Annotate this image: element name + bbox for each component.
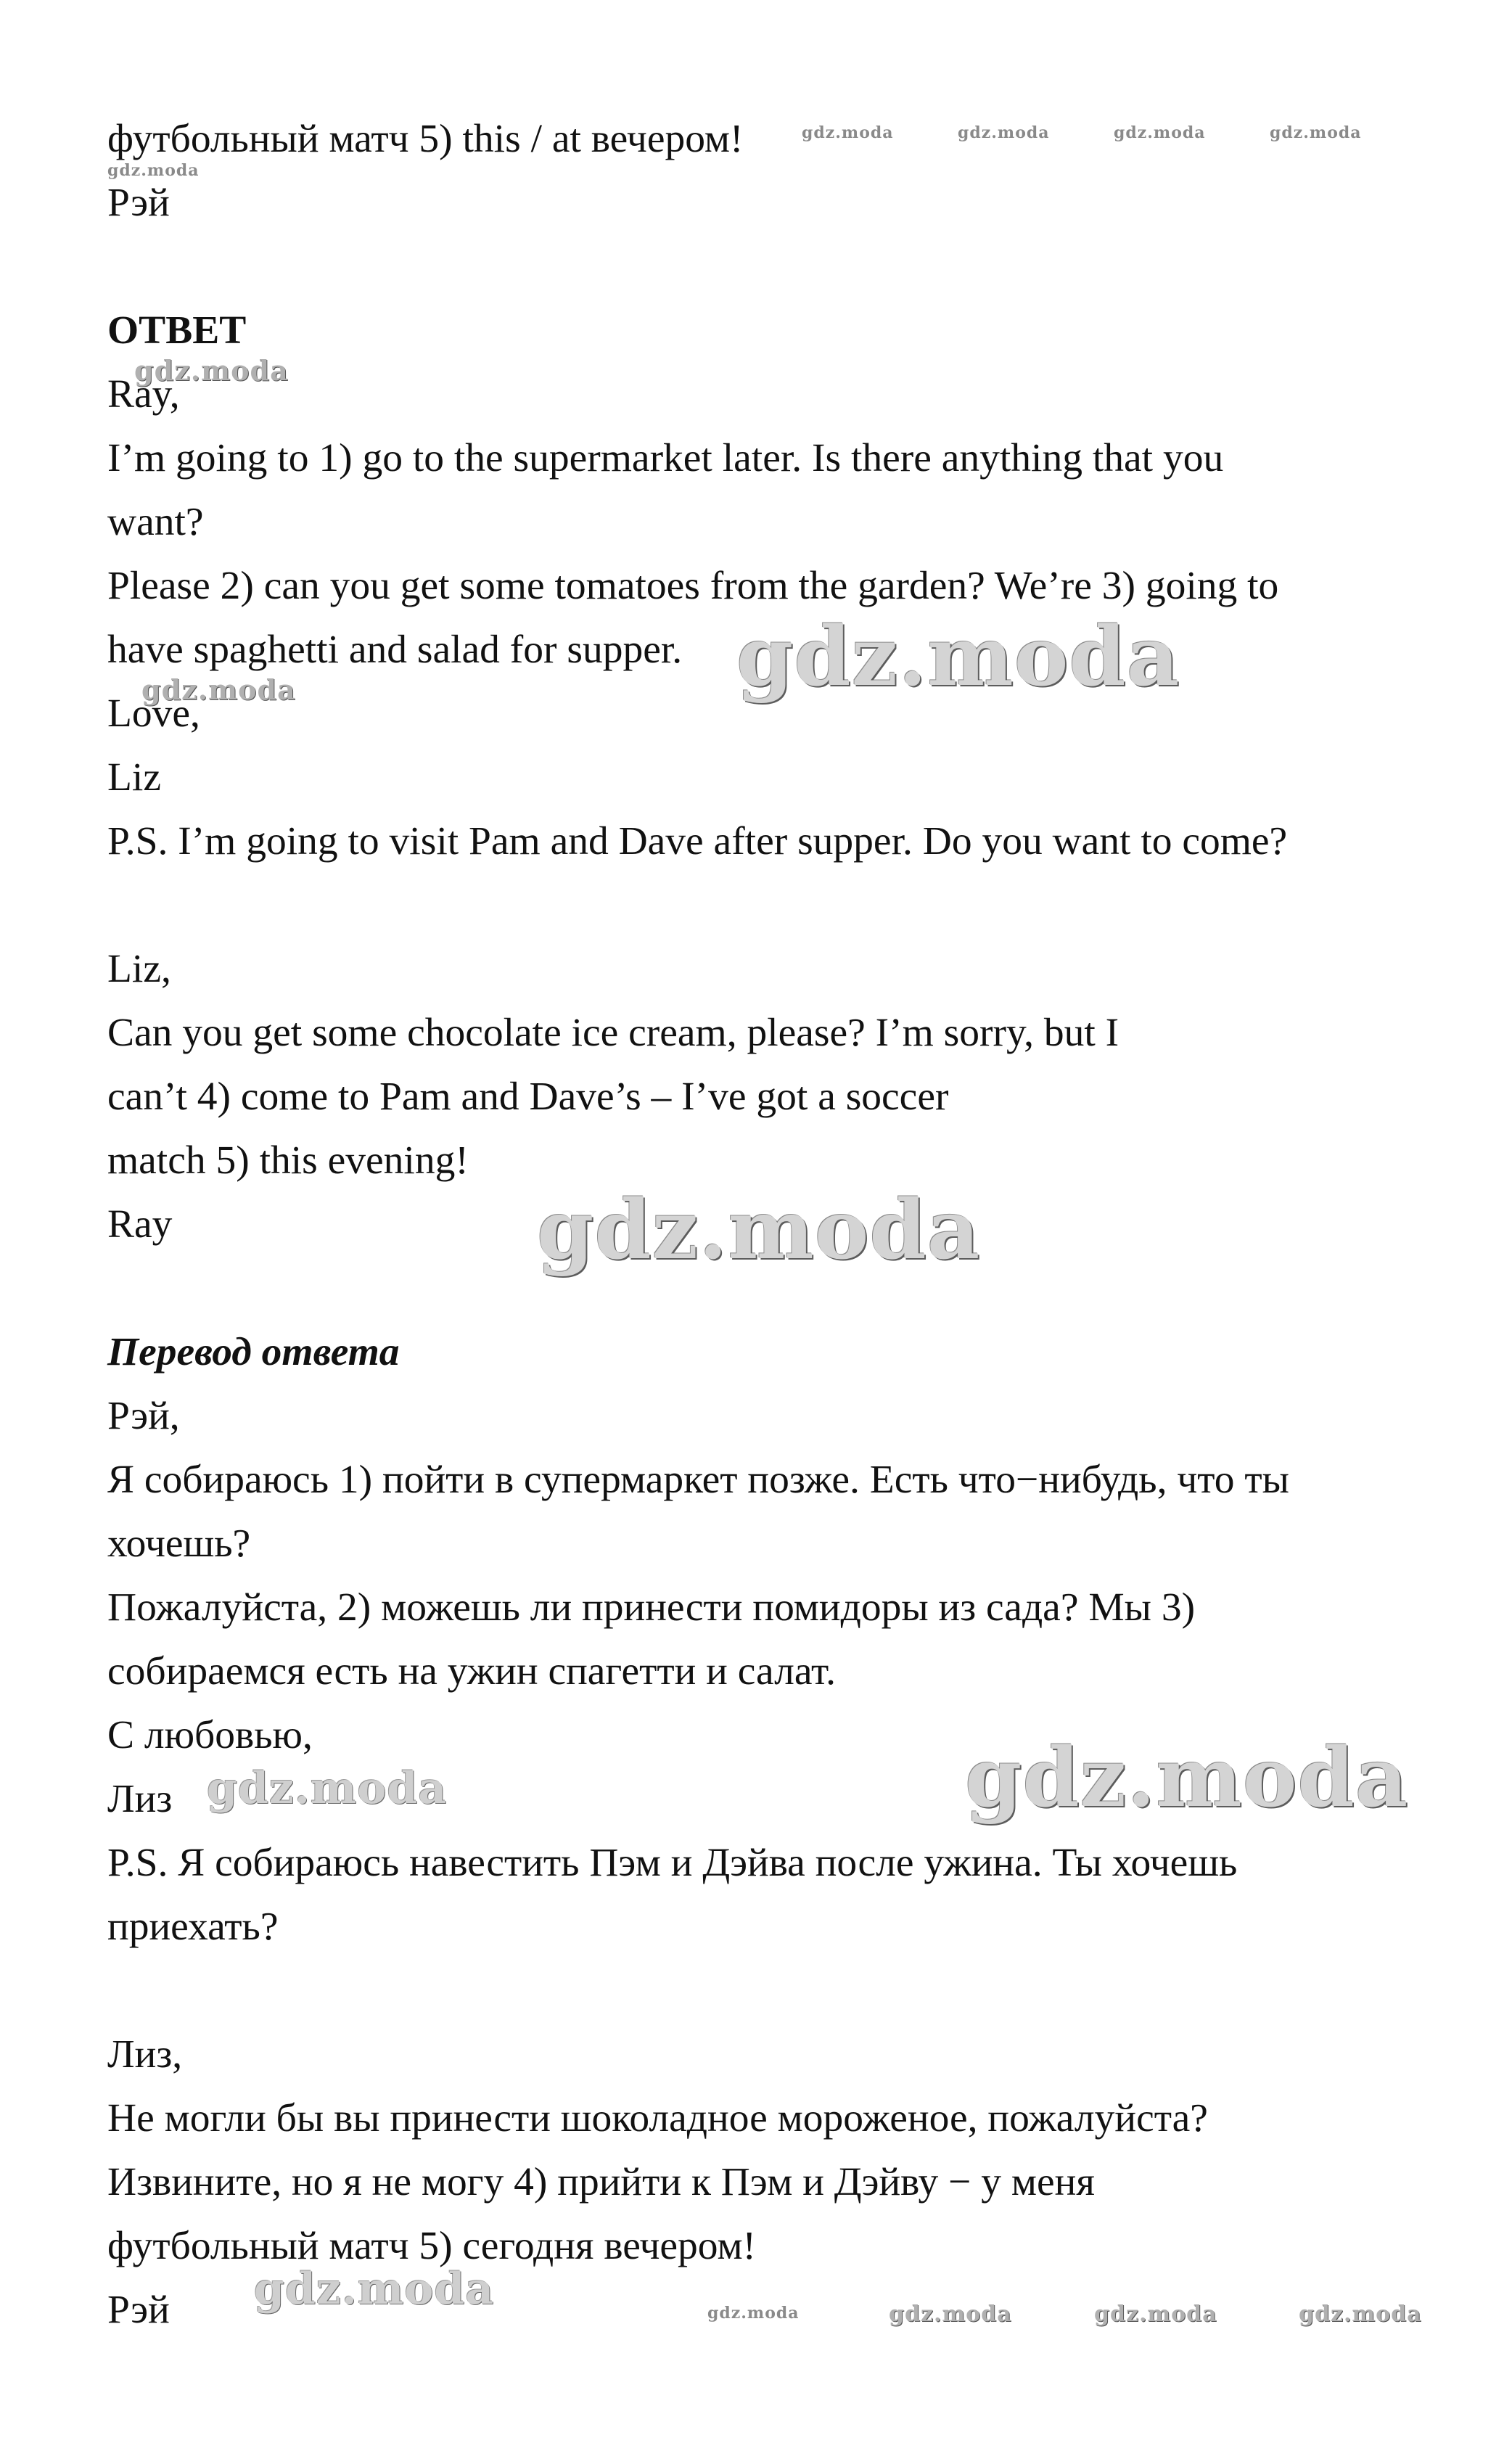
note-line: Please 2) can you get some tomatoes from the garden? We’re 3) going to [107, 564, 1279, 608]
spacer [107, 1257, 1413, 1321]
watermark: gdz.moda [1299, 2302, 1422, 2327]
note-line: want? [107, 500, 204, 544]
translation-note-2 [107, 2023, 1413, 2342]
note-line: Пожалуйста, 2) можешь ли принести помидоры из сада? Мы 3) [107, 1585, 1196, 1630]
note-line: Liz [107, 755, 161, 800]
watermark: gdz.moda [1094, 2302, 1217, 2327]
answer-note-1 [107, 363, 1413, 874]
watermark: gdz.moda [1114, 123, 1206, 142]
note-line: P.S. Я собираюсь навестить Пэм и Дэйва после ужина. Ты хочешь [107, 1841, 1238, 1885]
watermark: gdz.moda [889, 2302, 1012, 2327]
note-line: Я собираюсь 1) пойти в супермаркет позже. Есть что−нибудь, что ты [107, 1458, 1289, 1502]
watermark: gdz.moda [1270, 123, 1362, 142]
watermark: gdz.moda [802, 123, 894, 142]
note-line: Рэй [107, 2288, 170, 2332]
translation-note-1 [107, 1384, 1413, 1959]
note-line: Liz, [107, 947, 171, 991]
note-line: собираемся есть на ужин спагетти и салат. [107, 1649, 837, 1693]
answer-note-2 [107, 937, 1413, 1257]
note-line: match 5) this evening! [107, 1138, 469, 1183]
watermark: gdz.moda [958, 123, 1050, 142]
note-line: have spaghetti and salad for supper. [107, 628, 683, 672]
note-line: Ray, [107, 372, 180, 416]
note-line: Лиз [107, 1777, 173, 1821]
watermark: gdz.moda [134, 354, 289, 387]
document-body [107, 107, 1413, 2342]
note-line: can’t 4) come to Pam and Dave’s – I’ve got a soccer [107, 1075, 949, 1119]
note-line: Не могли бы вы принести шоколадное мороженое, пожалуйста? [107, 2096, 1208, 2140]
note-line: футбольный матч 5) сегодня вечером! [107, 2224, 757, 2268]
spacer [107, 874, 1413, 937]
watermark: gdz.moda [207, 1763, 448, 1814]
note-line: P.S. I’m going to visit Pam and Dave after supper. Do you want to come? [107, 819, 1288, 863]
note-line: Ray [107, 1202, 173, 1247]
watermark: gdz.moda [107, 161, 200, 180]
note-line: Извините, но я не могу 4) прийти к Пэм и Дэйву − у меня [107, 2160, 1095, 2204]
answer-heading: ОТВЕТ [107, 308, 247, 353]
note-line: С любовью, [107, 1713, 313, 1757]
note-line: Лиз, [107, 2032, 183, 2077]
note-line: Love, [107, 691, 200, 736]
spacer [107, 1959, 1413, 2023]
note-line: Can you get some chocolate ice cream, please? I’m sorry, but I [107, 1011, 1119, 1055]
note-line: хочешь? [107, 1522, 251, 1566]
spacer [107, 235, 1413, 299]
note-line: приехать? [107, 1905, 279, 1949]
watermark: gdz.moda [537, 1183, 981, 1278]
watermark: gdz.moda [707, 2304, 800, 2323]
watermark: gdz.moda [965, 1730, 1409, 1826]
note-line: Рэй, [107, 1394, 180, 1438]
fragment-signature: Рэй [107, 181, 170, 225]
watermark: gdz.moda [141, 673, 296, 706]
watermark: gdz.moda [736, 609, 1180, 705]
note-line: I’m going to 1) go to the supermarket later. Is there anything that you [107, 436, 1224, 480]
translation-heading: Перевод ответа [107, 1330, 400, 1374]
watermark: gdz.moda [254, 2264, 495, 2315]
fragment-line: футбольный матч 5) this / at вечером! [107, 117, 744, 161]
